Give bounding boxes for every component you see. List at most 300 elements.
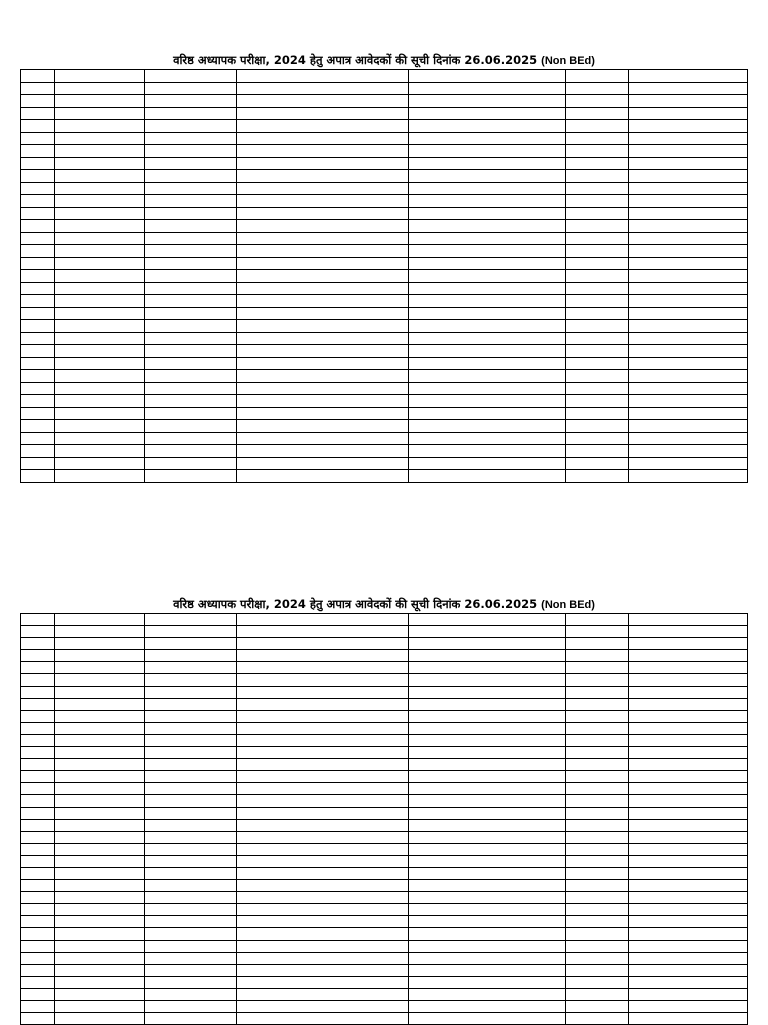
table-row (21, 120, 748, 133)
table-cell (409, 783, 566, 795)
table-cell (55, 357, 145, 370)
table-cell (237, 357, 409, 370)
table-cell (55, 867, 145, 879)
title-tag-text: (Non BEd) (541, 55, 595, 67)
table-cell (629, 964, 748, 976)
table-cell (21, 157, 55, 170)
table-cell (145, 734, 237, 746)
table-row (21, 867, 748, 879)
table-cell (409, 257, 566, 270)
table-cell (55, 759, 145, 771)
table-cell (21, 232, 55, 245)
table-cell (145, 952, 237, 964)
table-cell (145, 710, 237, 722)
table-cell (145, 964, 237, 976)
title-main-text: वरिष्ठ अध्यापक परीक्षा, 2024 हेतु अपात्र आवेदकों की सूची दिनांक 26.06.2025 (173, 597, 538, 611)
table-cell (237, 771, 409, 783)
table-cell (409, 295, 566, 308)
table-cell (55, 976, 145, 988)
table-cell (237, 382, 409, 395)
table-row (21, 698, 748, 710)
table-cell (21, 807, 55, 819)
table-cell (237, 320, 409, 333)
table-cell (566, 245, 629, 258)
table-cell (237, 395, 409, 408)
table-cell (21, 904, 55, 916)
table-cell (629, 270, 748, 283)
table-cell (566, 952, 629, 964)
table-cell (566, 759, 629, 771)
table-cell (566, 295, 629, 308)
table-row (21, 843, 748, 855)
table-cell (55, 282, 145, 295)
table-cell (145, 1001, 237, 1013)
table-cell (237, 332, 409, 345)
table-cell (55, 940, 145, 952)
table-cell (409, 747, 566, 759)
table-cell (629, 132, 748, 145)
table-cell (629, 257, 748, 270)
table-cell (55, 892, 145, 904)
table-row (21, 470, 748, 483)
table-cell (566, 270, 629, 283)
table-cell (629, 382, 748, 395)
table-cell (55, 157, 145, 170)
table-cell (629, 698, 748, 710)
table-cell (409, 220, 566, 233)
table-cell (145, 95, 237, 108)
table-cell (21, 1013, 55, 1025)
table-cell (629, 686, 748, 698)
table-cell (55, 614, 145, 626)
table-cell (409, 710, 566, 722)
table-cell (629, 82, 748, 95)
table-cell (237, 940, 409, 952)
table-cell (409, 614, 566, 626)
table-cell (566, 1013, 629, 1025)
table-cell (629, 734, 748, 746)
table-cell (566, 207, 629, 220)
table-row (21, 819, 748, 831)
table-cell (409, 734, 566, 746)
table-cell (566, 1001, 629, 1013)
table-cell (566, 807, 629, 819)
table-cell (21, 407, 55, 420)
table-cell (566, 345, 629, 358)
table-cell (566, 662, 629, 674)
table-cell (629, 370, 748, 383)
table-cell (566, 95, 629, 108)
table-cell (145, 722, 237, 734)
table-row (21, 195, 748, 208)
table-row (21, 831, 748, 843)
table-cell (21, 170, 55, 183)
table-cell (55, 457, 145, 470)
table-cell (145, 650, 237, 662)
table-row (21, 70, 748, 83)
table-row (21, 220, 748, 233)
table-row (21, 771, 748, 783)
table-cell (145, 892, 237, 904)
table-cell (55, 831, 145, 843)
table-cell (145, 132, 237, 145)
table-row (21, 710, 748, 722)
table-cell (237, 843, 409, 855)
table-cell (409, 207, 566, 220)
table-cell (21, 976, 55, 988)
table-cell (409, 940, 566, 952)
table-cell (237, 470, 409, 483)
table-cell (145, 698, 237, 710)
table-cell (145, 307, 237, 320)
table-cell (566, 976, 629, 988)
table-cell (629, 307, 748, 320)
table-cell (237, 710, 409, 722)
table-cell (145, 880, 237, 892)
table-cell (145, 940, 237, 952)
table-cell (566, 686, 629, 698)
table-row (21, 270, 748, 283)
table-cell (629, 771, 748, 783)
table-row (21, 940, 748, 952)
table-row (21, 747, 748, 759)
table-cell (629, 232, 748, 245)
table-row (21, 145, 748, 158)
table-row (21, 295, 748, 308)
table-cell (21, 674, 55, 686)
table-cell (55, 332, 145, 345)
table-row (21, 759, 748, 771)
table-cell (21, 892, 55, 904)
table-cell (145, 107, 237, 120)
table-cell (21, 307, 55, 320)
table-cell (55, 928, 145, 940)
table-cell (237, 795, 409, 807)
table-cell (237, 107, 409, 120)
table-row (21, 650, 748, 662)
table-cell (409, 928, 566, 940)
table-cell (55, 710, 145, 722)
table-cell (629, 345, 748, 358)
table-cell (409, 843, 566, 855)
table-cell (566, 940, 629, 952)
table-cell (629, 892, 748, 904)
table-cell (629, 207, 748, 220)
table-cell (145, 195, 237, 208)
table-row (21, 892, 748, 904)
table-cell (629, 855, 748, 867)
table-cell (55, 182, 145, 195)
table-cell (55, 95, 145, 108)
table-cell (145, 345, 237, 358)
table-cell (21, 182, 55, 195)
table-cell (145, 831, 237, 843)
table-cell (566, 698, 629, 710)
table-cell (21, 686, 55, 698)
table-row (21, 332, 748, 345)
table-cell (55, 1001, 145, 1013)
table-cell (409, 270, 566, 283)
table-cell (21, 345, 55, 358)
table-cell (237, 807, 409, 819)
table-cell (629, 843, 748, 855)
table-cell (237, 457, 409, 470)
table-cell (629, 220, 748, 233)
table-row (21, 420, 748, 433)
table-cell (55, 395, 145, 408)
table-cell (409, 157, 566, 170)
table-cell (629, 420, 748, 433)
table-cell (629, 70, 748, 83)
table-cell (237, 614, 409, 626)
table-row (21, 382, 748, 395)
table-cell (55, 734, 145, 746)
table-cell (145, 674, 237, 686)
table-row (21, 395, 748, 408)
table-cell (566, 82, 629, 95)
table-cell (145, 282, 237, 295)
table-cell (145, 145, 237, 158)
table-cell (145, 638, 237, 650)
table-cell (237, 195, 409, 208)
table-row (21, 662, 748, 674)
table-cell (21, 867, 55, 879)
table-cell (409, 145, 566, 158)
table-cell (237, 307, 409, 320)
table-cell (21, 710, 55, 722)
table-cell (409, 988, 566, 1000)
table-cell (145, 686, 237, 698)
table-cell (237, 95, 409, 108)
table-cell (566, 195, 629, 208)
table-cell (145, 432, 237, 445)
table-cell (566, 831, 629, 843)
table-row (21, 626, 748, 638)
table-cell (145, 988, 237, 1000)
table-cell (145, 245, 237, 258)
table-row (21, 928, 748, 940)
table-row (21, 988, 748, 1000)
table-cell (566, 916, 629, 928)
table-cell (409, 674, 566, 686)
table-cell (629, 432, 748, 445)
table-cell (566, 843, 629, 855)
table-cell (629, 880, 748, 892)
table-cell (566, 120, 629, 133)
table-row (21, 245, 748, 258)
table-cell (566, 445, 629, 458)
table-cell (21, 145, 55, 158)
table-cell (55, 232, 145, 245)
table-cell (145, 407, 237, 420)
table-cell (566, 232, 629, 245)
table-cell (55, 220, 145, 233)
table-cell (629, 747, 748, 759)
table-cell (237, 867, 409, 879)
table-cell (145, 207, 237, 220)
table-cell (566, 819, 629, 831)
table-cell (409, 320, 566, 333)
table-cell (55, 880, 145, 892)
table-cell (21, 282, 55, 295)
table-cell (21, 82, 55, 95)
table-row (21, 1001, 748, 1013)
table-row (21, 614, 748, 626)
table-cell (55, 904, 145, 916)
table-row (21, 207, 748, 220)
table-cell (237, 686, 409, 698)
table-cell (21, 855, 55, 867)
table-cell (409, 120, 566, 133)
table-cell (409, 819, 566, 831)
applicants-table (20, 613, 748, 1025)
table-row (21, 1013, 748, 1025)
table-cell (21, 107, 55, 120)
table-cell (21, 759, 55, 771)
table-cell (237, 345, 409, 358)
table-cell (55, 747, 145, 759)
table-row (21, 686, 748, 698)
table-cell (237, 722, 409, 734)
table-cell (21, 132, 55, 145)
table-cell (409, 332, 566, 345)
table-cell (55, 650, 145, 662)
table-row (21, 182, 748, 195)
table-cell (237, 220, 409, 233)
table-cell (237, 295, 409, 308)
table-cell (409, 395, 566, 408)
table-cell (145, 626, 237, 638)
table-row (21, 232, 748, 245)
table-row (21, 95, 748, 108)
table-cell (566, 988, 629, 1000)
table-cell (55, 170, 145, 183)
table-row (21, 157, 748, 170)
table-cell (566, 370, 629, 383)
table-cell (629, 332, 748, 345)
table-cell (409, 370, 566, 383)
table-cell (566, 771, 629, 783)
table-row (21, 307, 748, 320)
table-cell (237, 282, 409, 295)
table-cell (21, 988, 55, 1000)
table-cell (21, 650, 55, 662)
table-cell (55, 120, 145, 133)
table-cell (629, 470, 748, 483)
table-cell (409, 855, 566, 867)
table-cell (409, 282, 566, 295)
table-cell (145, 295, 237, 308)
table-cell (145, 795, 237, 807)
table-cell (409, 626, 566, 638)
table-cell (629, 976, 748, 988)
table-cell (55, 916, 145, 928)
table-cell (55, 70, 145, 83)
table-cell (237, 626, 409, 638)
table-cell (629, 783, 748, 795)
table-cell (409, 698, 566, 710)
table-cell (55, 674, 145, 686)
table-cell (409, 95, 566, 108)
table-cell (237, 916, 409, 928)
table-cell (21, 120, 55, 133)
table-cell (21, 270, 55, 283)
table-cell (409, 170, 566, 183)
table-cell (145, 783, 237, 795)
table-cell (237, 988, 409, 1000)
table-cell (237, 1001, 409, 1013)
table-cell (21, 916, 55, 928)
table-cell (55, 771, 145, 783)
table-row (21, 964, 748, 976)
table-cell (629, 170, 748, 183)
table-row (21, 734, 748, 746)
table-cell (566, 432, 629, 445)
table-cell (566, 182, 629, 195)
table-cell (21, 382, 55, 395)
table-cell (629, 157, 748, 170)
table-cell (21, 734, 55, 746)
table-cell (629, 320, 748, 333)
table-cell (145, 357, 237, 370)
table-cell (145, 232, 237, 245)
table-cell (237, 207, 409, 220)
table-cell (409, 307, 566, 320)
table-cell (145, 370, 237, 383)
table-cell (409, 182, 566, 195)
table-cell (409, 759, 566, 771)
table-cell (55, 270, 145, 283)
table-cell (409, 232, 566, 245)
table-cell (21, 771, 55, 783)
table-cell (55, 320, 145, 333)
table-cell (55, 407, 145, 420)
table-cell (145, 855, 237, 867)
table-cell (409, 132, 566, 145)
table-cell (566, 382, 629, 395)
table-cell (237, 432, 409, 445)
table-cell (629, 395, 748, 408)
table-cell (237, 257, 409, 270)
table-cell (629, 795, 748, 807)
table-cell (145, 70, 237, 83)
table-cell (409, 904, 566, 916)
table-cell (629, 95, 748, 108)
table-cell (629, 1013, 748, 1025)
table-cell (629, 626, 748, 638)
table-cell (237, 638, 409, 650)
table-cell (629, 614, 748, 626)
table-cell (409, 432, 566, 445)
table-cell (409, 807, 566, 819)
table-cell (55, 382, 145, 395)
table-cell (409, 831, 566, 843)
table-cell (566, 626, 629, 638)
table-cell (629, 807, 748, 819)
table-cell (145, 747, 237, 759)
table-cell (55, 195, 145, 208)
table-cell (629, 867, 748, 879)
table-cell (409, 662, 566, 674)
table-cell (566, 650, 629, 662)
table-cell (145, 382, 237, 395)
table-cell (21, 940, 55, 952)
table-row (21, 320, 748, 333)
table-cell (55, 370, 145, 383)
table-cell (237, 170, 409, 183)
table-cell (55, 307, 145, 320)
table-cell (566, 880, 629, 892)
